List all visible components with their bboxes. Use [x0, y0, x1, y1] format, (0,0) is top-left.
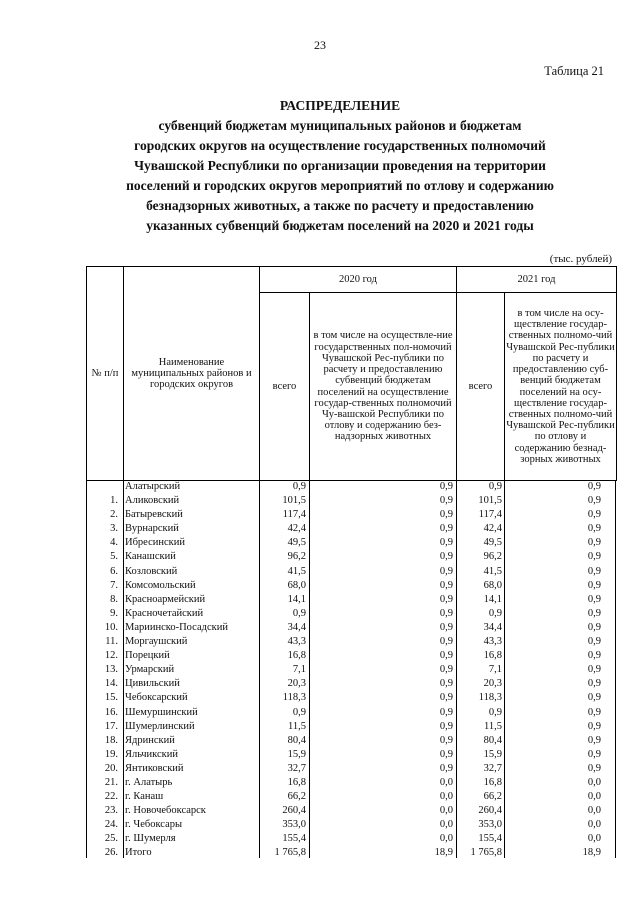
table-row — [86, 508, 616, 522]
table-row — [86, 593, 616, 607]
incl-2021: 0,9 — [587, 565, 601, 577]
incl-2021: 0,9 — [587, 607, 601, 619]
district-name: Мариинско-Посадский — [125, 621, 228, 633]
incl-2020: 0,9 — [439, 734, 453, 746]
total-2020: 68,0 — [287, 579, 306, 591]
total-2020: 118,3 — [282, 692, 306, 704]
table-row — [86, 691, 616, 705]
district-name: Яльчикский — [125, 748, 178, 760]
units-label: (тыс. рублей) — [549, 253, 612, 265]
row-number: 7. — [110, 579, 118, 591]
incl-2020: 0,0 — [439, 776, 453, 788]
total-2020: 41,5 — [287, 565, 306, 577]
total-2021: 353,0 — [478, 819, 502, 831]
total-2020: 1 765,8 — [274, 847, 306, 859]
row-number: 8. — [110, 593, 118, 605]
district-name: Ядринский — [125, 734, 175, 746]
header-year-2020: 2020 год — [260, 267, 457, 293]
total-2020: 14,1 — [287, 593, 306, 605]
total-2020: 0,9 — [292, 481, 306, 492]
title-heading: РАСПРЕДЕЛЕНИЕ — [279, 98, 401, 113]
header-year-2021: 2021 год — [457, 267, 617, 293]
incl-2020: 0,0 — [439, 819, 453, 831]
row-number: 15. — [104, 692, 118, 704]
total-2021: 68,0 — [483, 579, 502, 591]
incl-2020: 0,9 — [439, 509, 453, 521]
incl-2021: 0,9 — [587, 593, 601, 605]
row-number: 24. — [104, 819, 118, 831]
incl-2021: 0,9 — [587, 748, 601, 760]
row-number: 9. — [110, 607, 118, 619]
total-2020: 155,4 — [282, 833, 306, 845]
table-row — [86, 706, 616, 720]
table-row — [86, 607, 616, 621]
incl-2020: 0,9 — [439, 537, 453, 549]
total-2021: 34,4 — [483, 621, 502, 633]
total-2020: 80,4 — [287, 734, 306, 746]
incl-2021: 0,9 — [587, 692, 601, 704]
district-name: Ибресинский — [125, 537, 185, 549]
incl-2021: 0,9 — [587, 537, 601, 549]
row-number: 17. — [104, 720, 118, 732]
incl-2020: 0,9 — [439, 762, 453, 774]
total-2021: 155,4 — [478, 833, 502, 845]
district-name: Канашский — [125, 551, 176, 563]
total-2021: 49,5 — [483, 537, 502, 549]
row-number: 16. — [104, 706, 118, 718]
district-name: Чебоксарский — [125, 692, 188, 704]
incl-2021: 0,9 — [587, 706, 601, 718]
title-line: Чувашской Республики по организации проведения на территории — [134, 158, 546, 173]
incl-2021: 0,0 — [587, 805, 601, 817]
total-2021: 42,4 — [483, 523, 502, 535]
table-row — [86, 480, 616, 494]
row-number: 6. — [110, 565, 118, 577]
table-row — [86, 734, 616, 748]
district-name: Вурнарский — [125, 523, 179, 535]
row-number: 1. — [110, 495, 118, 507]
incl-2020: 0,9 — [439, 678, 453, 690]
incl-2020: 0,9 — [439, 523, 453, 535]
incl-2021: 0,9 — [587, 551, 601, 563]
incl-2021: 0,9 — [587, 664, 601, 676]
incl-2020: 0,9 — [439, 748, 453, 760]
district-name: Батыревский — [125, 509, 183, 521]
incl-2020: 0,9 — [439, 551, 453, 563]
district-name: Алатырский — [125, 481, 181, 492]
table-row — [86, 832, 616, 846]
total-2020: 16,8 — [287, 650, 306, 662]
row-number: 12. — [104, 650, 118, 662]
total-2020: 260,4 — [282, 805, 306, 817]
incl-2021: 0,9 — [587, 579, 601, 591]
incl-2020: 0,0 — [439, 833, 453, 845]
incl-2020: 0,9 — [439, 706, 453, 718]
title-line: поселений и городских округов мероприятий по отлову и содержанию — [126, 178, 554, 193]
total-2020: 43,3 — [287, 636, 306, 648]
incl-2020: 0,9 — [439, 481, 453, 492]
district-name: Комсомольский — [125, 579, 196, 591]
total-2021: 0,9 — [488, 706, 502, 718]
incl-2021: 0,0 — [587, 819, 601, 831]
incl-2021: 18,9 — [582, 847, 601, 859]
total-2020: 34,4 — [287, 621, 306, 633]
row-number: 21. — [104, 776, 118, 788]
table-row — [86, 621, 616, 635]
row-number: 14. — [104, 678, 118, 690]
table-row — [86, 790, 616, 804]
total-2021: 11,5 — [484, 720, 502, 732]
table-row — [86, 494, 616, 508]
data-table — [86, 480, 616, 861]
table-row — [86, 677, 616, 691]
table-row — [86, 804, 616, 818]
row-number: 23. — [104, 805, 118, 817]
incl-2020: 0,0 — [439, 805, 453, 817]
incl-2021: 0,9 — [587, 523, 601, 535]
district-name: Порецкий — [125, 650, 170, 662]
table-row — [86, 776, 616, 790]
total-2020: 7,1 — [292, 664, 306, 676]
total-2021: 101,5 — [478, 495, 502, 507]
total-2021: 15,9 — [483, 748, 502, 760]
row-number: 4. — [110, 537, 118, 549]
table-row — [86, 522, 616, 536]
table-row — [86, 635, 616, 649]
total-2021: 66,2 — [483, 791, 502, 803]
document-title — [60, 96, 620, 236]
incl-2020: 0,9 — [439, 720, 453, 732]
district-name: Итого — [125, 847, 152, 859]
incl-2020: 0,9 — [439, 650, 453, 662]
total-2021: 16,8 — [483, 776, 502, 788]
total-2020: 66,2 — [287, 791, 306, 803]
header-num: № п/п — [87, 267, 124, 481]
incl-2020: 0,9 — [439, 664, 453, 676]
header-incl-2020: в том числе на осуществле-ние государственных пол-номочий Чувашской Рес-публики по расчету и предоставлению субвенций бюджетам поселений на осуществление государ-ственных полномочий Чу-вашской Республики по отлову и содержанию без-надзорных животных — [310, 293, 457, 481]
incl-2020: 0,9 — [439, 636, 453, 648]
district-name: г. Алатырь — [125, 776, 173, 788]
incl-2020: 0,9 — [439, 621, 453, 633]
total-2021: 0,9 — [488, 481, 502, 492]
incl-2021: 0,9 — [587, 509, 601, 521]
row-number: 22. — [104, 791, 118, 803]
total-2021: 41,5 — [483, 565, 502, 577]
district-name: Красночетайский — [125, 607, 204, 619]
incl-2020: 0,9 — [439, 579, 453, 591]
district-name: г. Чебоксары — [125, 819, 183, 831]
row-number — [86, 480, 123, 494]
incl-2021: 0,0 — [587, 833, 601, 845]
total-2020: 0,9 — [292, 607, 306, 619]
incl-2020: 0,9 — [439, 692, 453, 704]
incl-2021: 0,9 — [587, 636, 601, 648]
total-2020: 96,2 — [287, 551, 306, 563]
table-row — [86, 579, 616, 593]
incl-2021: 0,0 — [587, 791, 601, 803]
table-number: Таблица 21 — [544, 64, 604, 78]
district-name: Аликовский — [125, 495, 180, 507]
row-number: 18. — [104, 734, 118, 746]
total-2020: 353,0 — [282, 819, 306, 831]
table-row — [86, 536, 616, 550]
row-number: 3. — [110, 523, 118, 535]
row-number: 25. — [104, 833, 118, 845]
district-name: Янтиковский — [125, 762, 184, 774]
total-2021: 16,8 — [483, 650, 502, 662]
total-2020: 20,3 — [287, 678, 306, 690]
total-2020: 117,4 — [282, 509, 306, 521]
total-2021: 96,2 — [483, 551, 502, 563]
row-number: 19. — [104, 748, 118, 760]
incl-2021: 0,9 — [587, 481, 601, 492]
table-row — [86, 846, 616, 860]
header-incl-2021: в том числе на осу-ществление государ-ственных полномо-чий Чувашской Рес-публики по расчету и предоставлению суб-венций бюджетам поселений на осу-ществление государ-ственных полномо-чий Чувашской Рес-публики по отлову и содержанию безнад-зорных животных — [505, 293, 617, 481]
total-2021: 80,4 — [483, 734, 502, 746]
total-2021: 7,1 — [488, 664, 502, 676]
total-2020: 101,5 — [282, 495, 306, 507]
total-2021: 1 765,8 — [470, 847, 502, 859]
district-name: Шумерлинский — [125, 720, 195, 732]
district-name: Красноармейский — [125, 593, 206, 605]
table-row — [86, 649, 616, 663]
district-name: Урмарский — [125, 664, 175, 676]
header-total-2021: всего — [457, 293, 505, 481]
page-number: 23 — [314, 38, 326, 52]
row-number: 2. — [110, 509, 118, 521]
total-2020: 49,5 — [287, 537, 306, 549]
total-2020: 42,4 — [287, 523, 306, 535]
total-2021: 260,4 — [478, 805, 502, 817]
total-2021: 20,3 — [483, 678, 502, 690]
table-row — [86, 565, 616, 579]
district-name: г. Канаш — [125, 791, 164, 803]
incl-2021: 0,9 — [587, 650, 601, 662]
table-header — [86, 266, 617, 481]
row-number: 10. — [104, 621, 118, 633]
district-name: г. Новочебоксарск — [125, 805, 206, 817]
incl-2021: 0,0 — [587, 776, 601, 788]
incl-2020: 18,9 — [434, 847, 453, 859]
total-2021: 117,4 — [478, 509, 502, 521]
incl-2021: 0,9 — [587, 762, 601, 774]
incl-2020: 0,9 — [439, 495, 453, 507]
table-row — [86, 720, 616, 734]
row-number: 11. — [105, 636, 118, 648]
title-line: городских округов на осуществление государственных полномочий — [134, 138, 546, 153]
incl-2021: 0,9 — [587, 495, 601, 507]
incl-2021: 0,9 — [587, 621, 601, 633]
district-name: Шемуршинский — [125, 706, 198, 718]
header-name: Наименование муниципальных районов и городских округов — [124, 267, 260, 481]
district-name: Козловский — [125, 565, 178, 577]
incl-2021: 0,9 — [587, 720, 601, 732]
header-total-2020: всего — [260, 293, 310, 481]
table-row — [86, 663, 616, 677]
total-2021: 32,7 — [483, 762, 502, 774]
row-number: 13. — [104, 664, 118, 676]
incl-2020: 0,0 — [439, 791, 453, 803]
row-number: 20. — [104, 762, 118, 774]
total-2020: 16,8 — [287, 776, 306, 788]
incl-2021: 0,9 — [587, 734, 601, 746]
total-2020: 32,7 — [287, 762, 306, 774]
title-line: указанных субвенций бюджетам поселений на 2020 и 2021 годы — [146, 218, 534, 233]
incl-2020: 0,9 — [439, 565, 453, 577]
total-2020: 11,5 — [288, 720, 306, 732]
table-row — [86, 550, 616, 564]
table-row — [86, 818, 616, 832]
district-name: Цивильский — [125, 678, 180, 690]
total-2020: 15,9 — [287, 748, 306, 760]
district-name: г. Шумерля — [125, 833, 176, 845]
incl-2020: 0,9 — [439, 607, 453, 619]
row-number: 26. — [104, 847, 118, 859]
row-number: 5. — [110, 551, 118, 563]
total-2020: 0,9 — [292, 706, 306, 718]
total-2021: 14,1 — [483, 593, 502, 605]
title-line: субвенций бюджетам муниципальных районов и бюджетам — [158, 118, 522, 133]
total-2021: 118,3 — [478, 692, 502, 704]
title-line: безнадзорных животных, а также по расчету и предоставлению — [146, 198, 534, 213]
district-name: Моргаушский — [125, 636, 188, 648]
incl-2020: 0,9 — [439, 593, 453, 605]
incl-2021: 0,9 — [587, 678, 601, 690]
total-2021: 43,3 — [483, 636, 502, 648]
table-row — [86, 748, 616, 762]
table-row — [86, 762, 616, 776]
total-2021: 0,9 — [488, 607, 502, 619]
